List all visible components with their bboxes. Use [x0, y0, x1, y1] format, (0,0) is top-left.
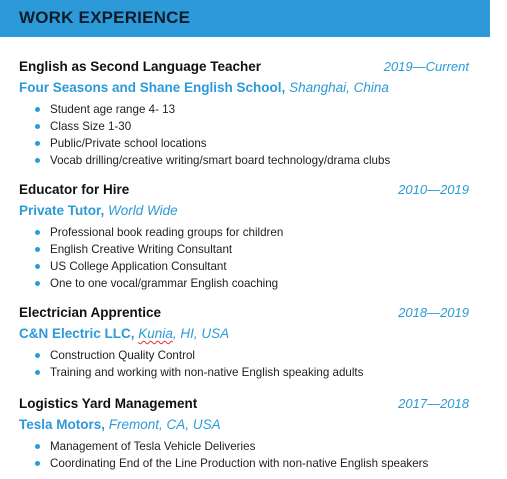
list-item [0, 258, 283, 275]
organization-name: C&N Electric LLC, [19, 326, 135, 341]
bullet-dot-icon [35, 230, 40, 235]
bullet-text: Student age range 4- 13 [50, 103, 176, 116]
job-title: English as Second Language Teacher [19, 59, 262, 74]
job-organization-line [19, 417, 221, 432]
job-organization-line [19, 80, 389, 95]
bullet-dot-icon [35, 264, 40, 269]
job-title: Electrician Apprentice [19, 305, 162, 320]
organization-name: Private Tutor, [19, 203, 105, 218]
list-item [0, 438, 428, 455]
bullet-text: Construction Quality Control [50, 349, 195, 362]
bullet-dot-icon [35, 370, 40, 375]
bullet-text: Coordinating End of the Line Production with non-native English speakers [50, 457, 429, 470]
bullet-dot-icon [35, 444, 40, 449]
list-item [0, 347, 363, 364]
bullet-dot-icon [35, 281, 40, 286]
list-item [0, 241, 283, 258]
job-bullet-list [0, 438, 428, 472]
bullet-dot-icon [35, 158, 40, 163]
bullet-text: Training and working with non-native English speaking adults [50, 366, 364, 379]
list-item [0, 101, 390, 118]
bullet-dot-icon [35, 124, 40, 129]
bullet-dot-icon [35, 107, 40, 112]
bullet-dot-icon [35, 353, 40, 358]
bullet-dot-icon [35, 461, 40, 466]
spellcheck-underlined-word: Kunia [138, 326, 173, 341]
section-header-bar [0, 0, 490, 37]
list-item [0, 118, 390, 135]
bullet-dot-icon [35, 141, 40, 146]
list-item [0, 152, 390, 169]
job-title: Educator for Hire [19, 182, 130, 197]
location-remainder: , HI, USA [172, 326, 230, 341]
bullet-text: Vocab drilling/creative writing/smart board technology/drama clubs [50, 154, 391, 167]
job-entry [0, 305, 490, 385]
bullet-text: Management of Tesla Vehicle Deliveries [50, 440, 256, 453]
list-item [0, 364, 363, 381]
organization-location: World Wide [108, 203, 178, 218]
bullet-text: English Creative Writing Consultant [50, 243, 233, 256]
bullet-text: US College Application Consultant [50, 260, 227, 273]
job-entry [0, 182, 490, 294]
job-bullet-list [0, 101, 390, 169]
list-item [0, 224, 283, 241]
list-item [0, 275, 283, 292]
bullet-text: Professional book reading groups for children [50, 226, 284, 239]
organization-name: Four Seasons and Shane English School, [19, 80, 286, 95]
organization-location: Shanghai, China [289, 80, 389, 95]
job-dates: 2018—2019 [398, 305, 469, 320]
bullet-dot-icon [35, 247, 40, 252]
bullet-text: Class Size 1-30 [50, 120, 132, 133]
job-entry [0, 396, 490, 476]
job-dates: 2017—2018 [398, 396, 469, 411]
job-organization-line [19, 203, 178, 218]
job-bullet-list [0, 347, 363, 381]
job-title: Logistics Yard Management [19, 396, 198, 411]
bullet-text: One to one vocal/grammar English coaching [50, 277, 279, 290]
job-entry [0, 59, 490, 171]
list-item [0, 455, 428, 472]
organization-location: Fremont, CA, USA [108, 417, 221, 432]
list-item [0, 135, 390, 152]
section-title: WORK EXPERIENCE [19, 8, 191, 27]
job-dates: 2019—Current [383, 59, 469, 74]
bullet-text: Public/Private school locations [50, 137, 207, 150]
job-dates: 2010—2019 [398, 182, 469, 197]
organization-location [138, 326, 229, 341]
job-organization-line [19, 326, 229, 341]
job-bullet-list [0, 224, 283, 292]
organization-name: Tesla Motors, [19, 417, 106, 432]
